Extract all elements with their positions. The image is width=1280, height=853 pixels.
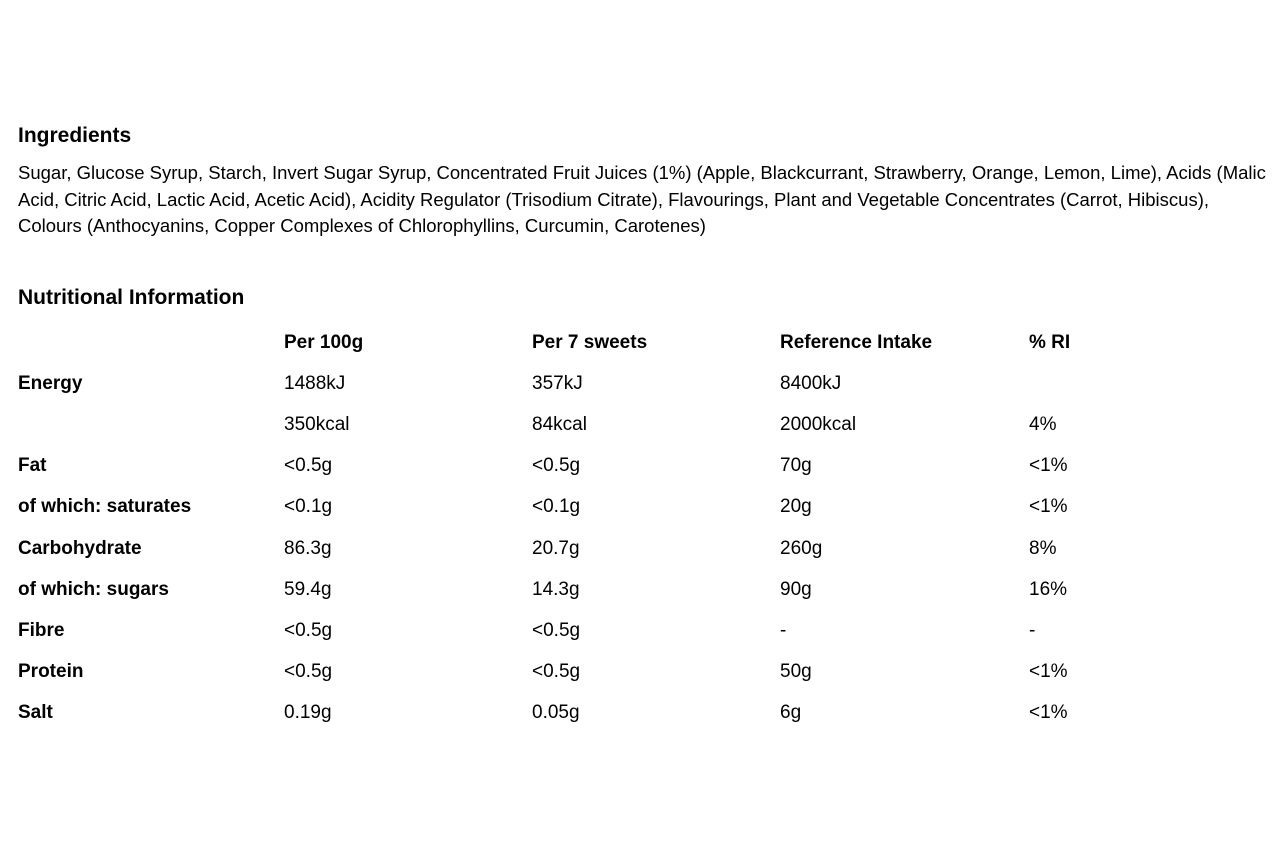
nutrient-label: Fibre — [18, 619, 65, 641]
nutrient-label: of which: saturates — [18, 496, 192, 518]
per-7-sweets-value: <0.1g — [532, 496, 581, 518]
per-7-sweets-value: 0.05g — [532, 702, 580, 724]
nutrition-table — [18, 322, 1149, 734]
per-100g-value: <0.5g — [284, 661, 333, 683]
nutrient-label — [18, 404, 284, 445]
nutrient-label: Salt — [18, 702, 53, 724]
per-7-sweets-value: <0.5g — [532, 619, 581, 641]
per-100g-value: <0.5g — [284, 619, 333, 641]
table-row — [18, 363, 1149, 404]
percent-ri-value: 8% — [1029, 537, 1057, 559]
reference-intake-value: 20g — [780, 496, 812, 518]
reference-intake-value: 70g — [780, 455, 812, 477]
per-7-sweets-value: <0.5g — [532, 455, 581, 477]
nutrition-header-row — [18, 322, 1149, 363]
reference-intake-value: 260g — [780, 537, 823, 559]
per-100g-value: 350kcal — [284, 413, 350, 435]
per-7-sweets-value: 14.3g — [532, 578, 580, 600]
percent-ri-value — [1029, 363, 1149, 404]
percent-ri-value: <1% — [1029, 702, 1068, 724]
nutrient-label: Protein — [18, 661, 84, 683]
percent-ri-value: 16% — [1029, 578, 1068, 600]
reference-intake-value: 2000kcal — [780, 413, 857, 435]
per-7-sweets-value: <0.5g — [532, 661, 581, 683]
per-100g-value: <0.1g — [284, 496, 333, 518]
table-row — [18, 404, 1149, 445]
reference-intake-value: 8400kJ — [780, 372, 842, 394]
table-row — [18, 569, 1149, 610]
nutrient-label: of which: sugars — [18, 578, 169, 600]
per-7-sweets-value: 20.7g — [532, 537, 580, 559]
reference-intake-value: 6g — [780, 702, 802, 724]
reference-intake-value: - — [780, 619, 787, 641]
nutrition-heading: Nutritional Information — [18, 286, 245, 309]
column-header-per-100g: Per 100g — [284, 331, 364, 353]
ingredients-text: Sugar, Glucose Syrup, Starch, Invert Sugar Syrup, Concentrated Fruit Juices (1%) (Apple, Blackcurrant, Strawberry, Orange, Lemon, Lime), Acids (Malic Acid, Citric Acid, Lactic Acid, Acetic Acid), Acidity Regulator (Trisodium Citrate), Flavourings, Plant and Vegetable Concentrates (Carrot, Hibiscus), Colours (Anthocyanins, Copper Complexes of Chlorophyllins, Curcumin, Carotenes) — [18, 162, 1266, 236]
percent-ri-value: <1% — [1029, 496, 1068, 518]
table-row — [18, 528, 1149, 569]
per-100g-value: 0.19g — [284, 702, 332, 724]
table-row — [18, 652, 1149, 693]
percent-ri-value: 4% — [1029, 413, 1057, 435]
table-row — [18, 487, 1149, 528]
per-7-sweets-value: 84kcal — [532, 413, 587, 435]
nutrient-label: Carbohydrate — [18, 537, 142, 559]
column-header-percent-ri: % RI — [1029, 331, 1071, 353]
per-100g-value: <0.5g — [284, 455, 333, 477]
percent-ri-value: - — [1029, 619, 1036, 641]
table-row — [18, 693, 1149, 734]
column-header-reference-intake: Reference Intake — [780, 331, 933, 353]
table-row — [18, 446, 1149, 487]
ingredients-heading: Ingredients — [18, 124, 132, 147]
reference-intake-value: 90g — [780, 578, 812, 600]
table-row — [18, 610, 1149, 651]
per-100g-value: 1488kJ — [284, 372, 346, 394]
nutrient-label: Fat — [18, 455, 47, 477]
per-7-sweets-value: 357kJ — [532, 372, 583, 394]
column-header-nutrient — [18, 322, 284, 363]
nutrient-label: Energy — [18, 372, 83, 394]
percent-ri-value: <1% — [1029, 455, 1068, 477]
column-header-per-7-sweets: Per 7 sweets — [532, 331, 648, 353]
percent-ri-value: <1% — [1029, 661, 1068, 683]
reference-intake-value: 50g — [780, 661, 812, 683]
per-100g-value: 86.3g — [284, 537, 332, 559]
per-100g-value: 59.4g — [284, 578, 332, 600]
